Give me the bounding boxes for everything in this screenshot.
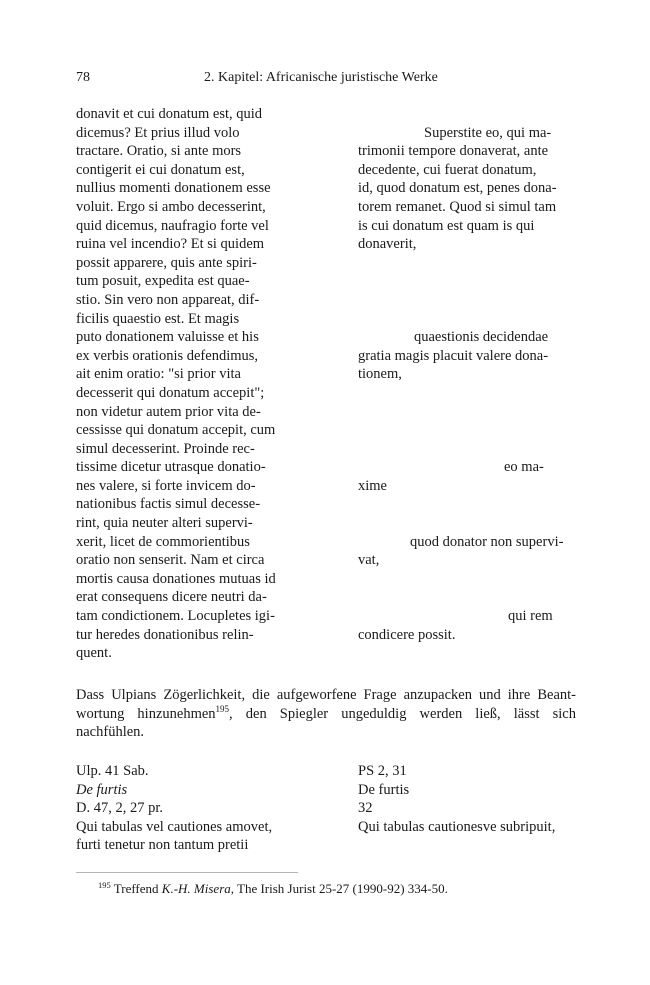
footnote-reference[interactable]: 195 <box>215 703 230 714</box>
right-line: Superstite eo, qui ma- <box>424 124 552 141</box>
left-line: tractare. Oratio, si ante mors <box>76 143 242 160</box>
page-number: 78 <box>76 70 90 85</box>
right-line: id, quod donatum est, penes dona- <box>358 180 557 197</box>
right-line: torem remanet. Quod si simul tam <box>358 198 557 215</box>
left-line: possit apparere, quis ante spiri- <box>76 254 257 271</box>
footnote-divider <box>76 872 298 873</box>
right-line: decedente, cui fuerat donatum, <box>358 161 537 178</box>
left-line: mortis causa donationes mutuas id <box>76 570 276 587</box>
left-line: nationibus factis simul decesse- <box>76 496 261 513</box>
paragraph-line: wortung hinzunehmen$^{195}$, den Spiegler ungeduldig werden ließ, lässt sich <box>76 703 576 722</box>
right-line: is cui donatum est quam is qui <box>358 217 535 234</box>
left-line: xerit, licet de commorientibus <box>76 533 250 550</box>
left-line: ex verbis orationis defendimus, <box>76 347 259 364</box>
paragraph-line: nachfühlen. <box>76 724 145 741</box>
left-line: simul decesserint. Proinde rec- <box>76 440 255 457</box>
right-line: gratia magis placuit valere dona- <box>358 347 549 364</box>
right-line: qui rem <box>508 608 553 625</box>
right-line: quod donator non supervi- <box>410 533 564 550</box>
right-line: quaestionis decidendae <box>414 329 549 346</box>
left-line: oratio non senserit. Nam et circa <box>76 552 265 569</box>
right-line: donaverit, <box>358 236 417 253</box>
left-line: tissime dicetur utrasque donatio- <box>76 459 266 476</box>
footnote-author: K.-H. Misera <box>161 881 231 896</box>
running-header <box>76 70 576 88</box>
left-line: tum posuit, expedita est quae- <box>76 273 250 290</box>
left-line: nullius momenti donationem esse <box>76 180 271 197</box>
left-line: stio. Sin vero non appareat, dif- <box>76 291 260 308</box>
left-line: decesserit qui donatum accepit"; <box>76 384 265 401</box>
right-line: trimonii tempore donaverat, ante <box>358 143 549 160</box>
left-line: ruina vel incendio? Et si quidem <box>76 236 265 253</box>
left-line: quent. <box>76 645 112 662</box>
chapter-title: 2. Kapitel: Africanische juristische Werke <box>204 70 438 85</box>
right-line: condicere possit. <box>358 626 456 643</box>
left-line: tam condictionem. Locupletes igi- <box>76 608 275 625</box>
quote-left-column <box>76 762 272 855</box>
quote-text: Qui tabulas vel cautiones amovet, <box>76 818 273 835</box>
right-text-column <box>358 105 578 644</box>
left-line: donavit et cui donatum est, quid <box>76 106 263 122</box>
left-line: non videtur autem prior vita de- <box>76 403 261 420</box>
left-line: puto donationem valuisse et his <box>76 329 259 346</box>
quote-source: Ulp. 41 Sab. <box>76 763 149 779</box>
quote-right-column <box>358 762 555 836</box>
left-line: voluit. Ergo si ambo decesserint, <box>76 198 266 215</box>
left-line: erat consequens dicere neutri da- <box>76 589 267 606</box>
left-line: ait enim oratio: "si prior vita <box>76 366 241 383</box>
quote-reference: 32 <box>358 800 373 817</box>
left-line: contigerit ei cui donatum est, <box>76 161 245 178</box>
paragraph-line: Dass Ulpians Zögerlichkeit, die aufgeworfene Frage anzupacken und ihre Beant- <box>76 687 576 703</box>
quote-text: Qui tabulas cautionesve subripuit, <box>358 818 556 835</box>
footnote-number: 195 <box>98 879 111 890</box>
body-paragraph <box>76 686 576 742</box>
quote-text: furti tenetur non tantum pretii <box>76 837 249 854</box>
left-line: quid dicemus, naufragio forte vel <box>76 217 269 234</box>
right-line: xime <box>358 477 387 494</box>
quote-title: De furtis <box>358 781 410 798</box>
right-line: vat, <box>358 552 380 569</box>
left-line: tur heredes donationibus relin- <box>76 626 254 643</box>
left-line: ficilis quaestio est. Et magis <box>76 310 240 327</box>
right-line: eo ma- <box>504 459 544 476</box>
quote-title: De furtis <box>76 781 128 798</box>
right-line: tionem, <box>358 366 402 383</box>
left-line: cessisse qui donatum accepit, cum <box>76 422 276 439</box>
left-line: rint, quia neuter alteri supervi- <box>76 515 253 532</box>
footnote: $^{195}$ Treffend K.-H. Misera, The Irish Jurist 25-27 (1990-92) 334-50. <box>98 879 448 896</box>
quote-source: PS 2, 31 <box>358 763 407 779</box>
left-line: dicemus? Et prius illud volo <box>76 124 240 141</box>
left-text-column <box>76 105 311 663</box>
quote-reference: D. 47, 2, 27 pr. <box>76 800 163 817</box>
left-line: nes valere, si forte invicem do- <box>76 477 256 494</box>
